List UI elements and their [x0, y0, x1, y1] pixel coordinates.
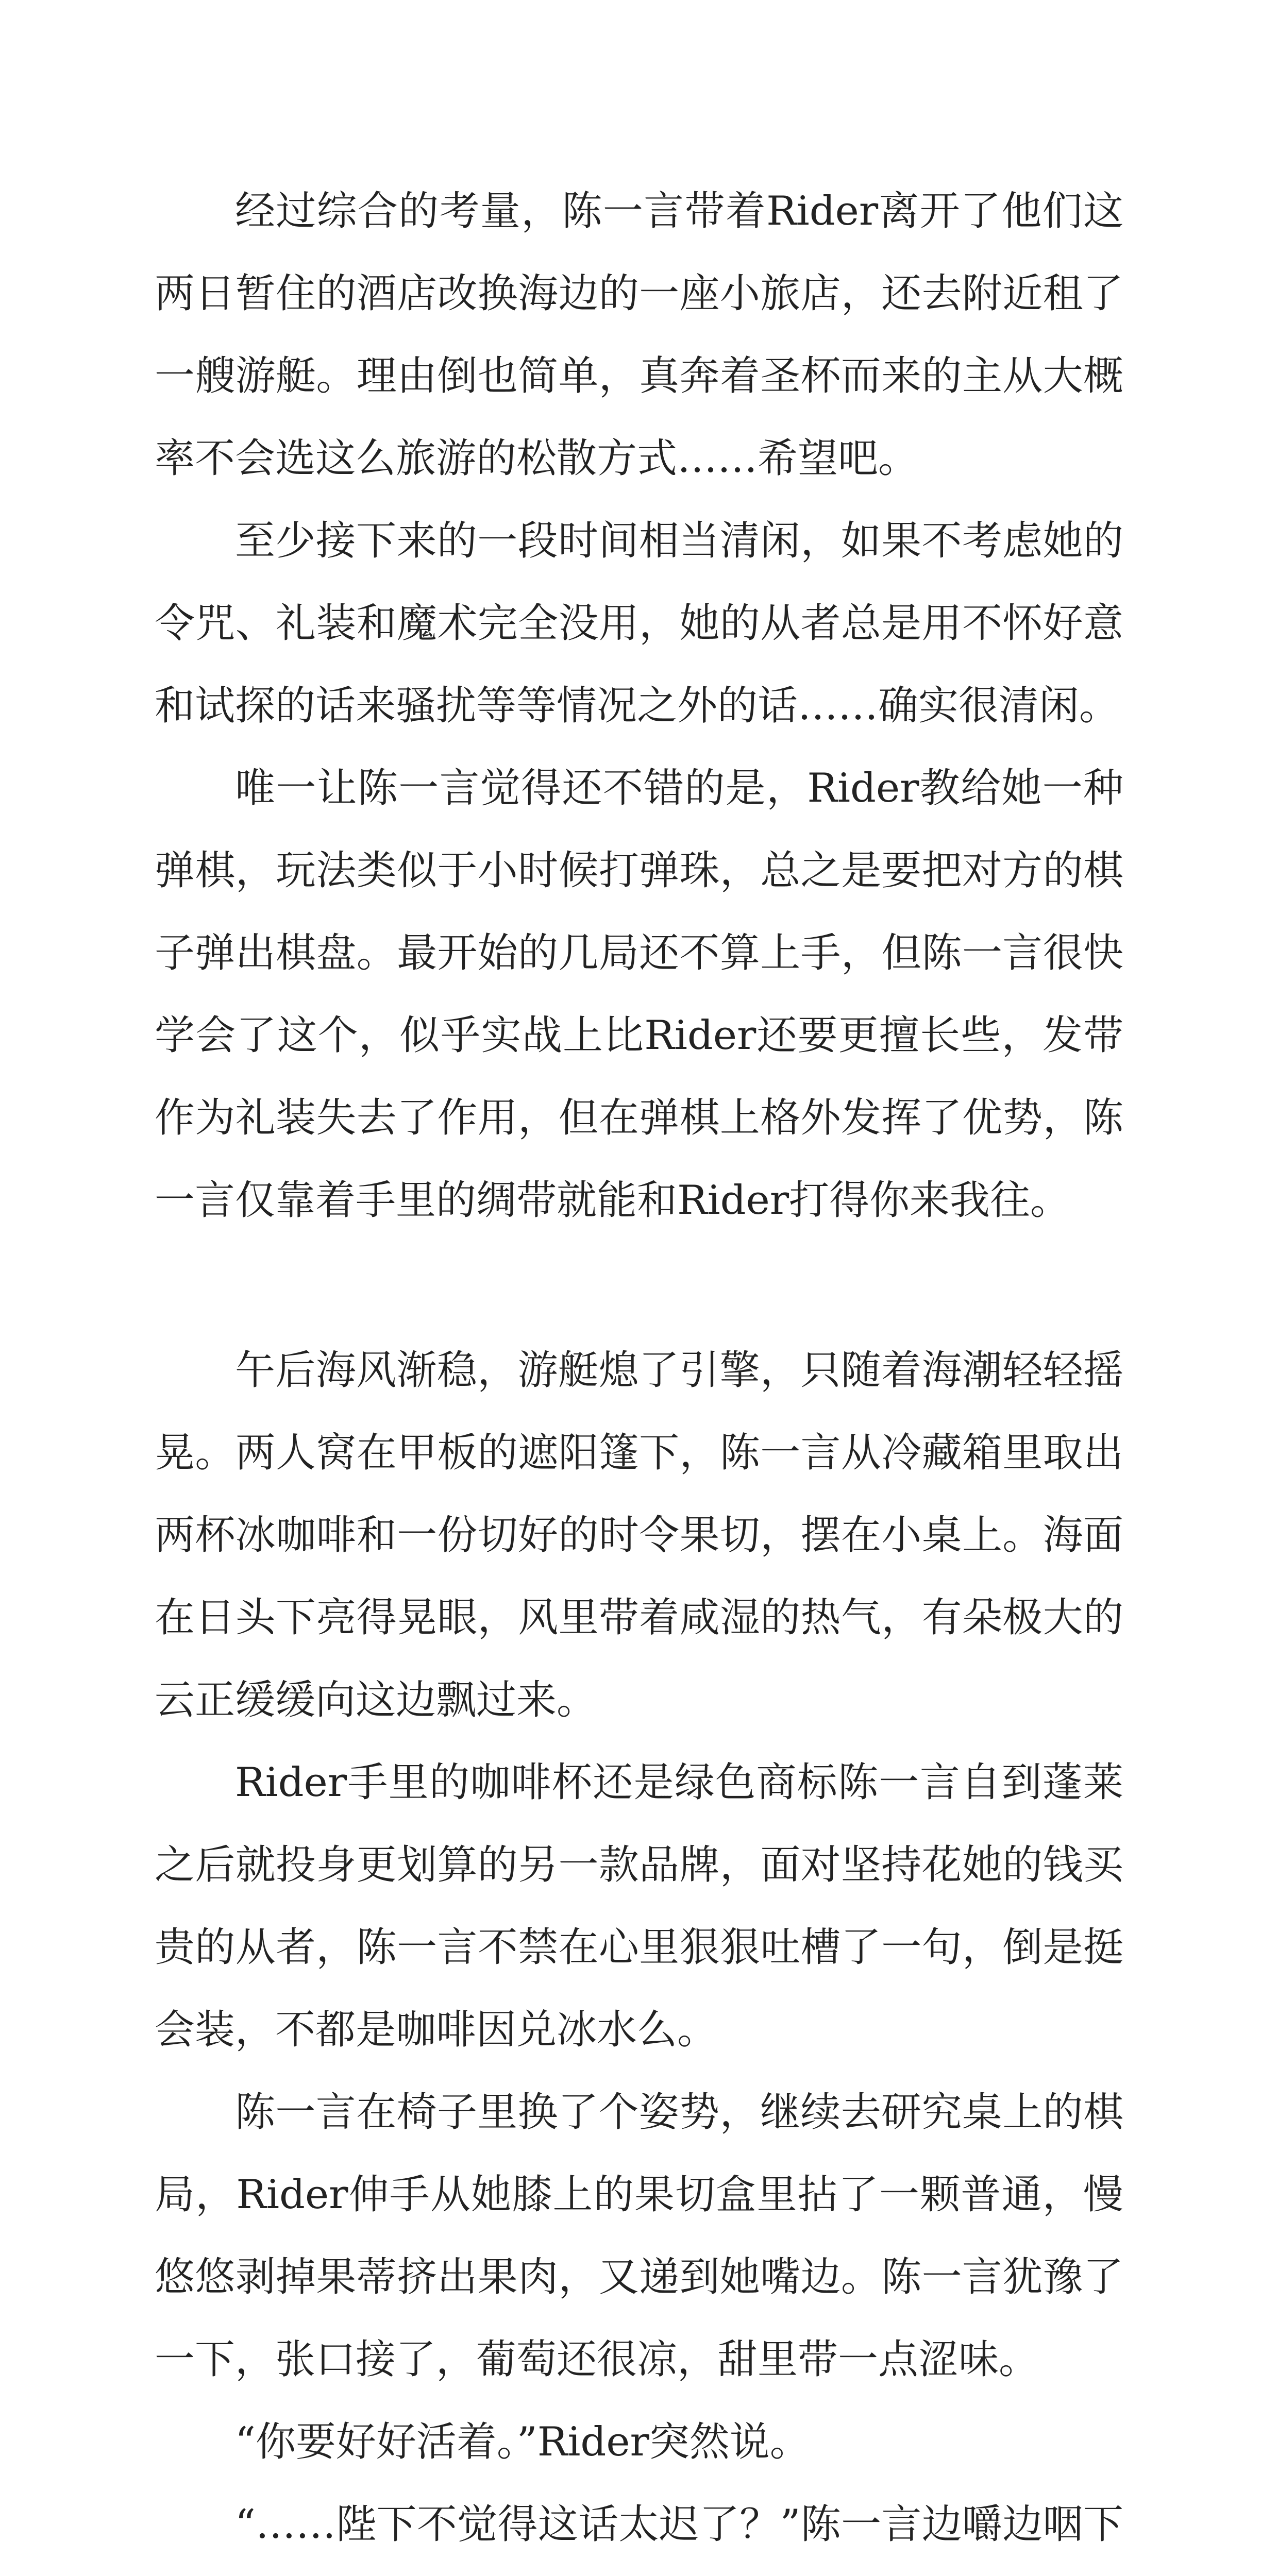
paragraph: 至少接下来的一段时间相当清闲，如果不考虑她的令咒、礼装和魔术完全没用，她的从者总是用不怀好意和试探的话来骚扰等等情况之外的话……确实很清闲。 [155, 518, 1123, 729]
paragraph: “你要好好活着。”Rider突然说。 [235, 2419, 810, 2465]
section-two [155, 1329, 1123, 2576]
paragraph: 午后海风渐稳，游艇熄了引擎，只随着海潮轻轻摇晃。两人窝在甲板的遮阳篷下，陈一言从冷藏箱里取出两杯冰咖啡和一份切好的时令果切，摆在小桌上。海面在日头下亮得晃眼，风里带着咸湿的热气，有朵极大的云正缓缓向这边飘过来。 [155, 1347, 1123, 1723]
paragraph: 陈一言在椅子里换了个姿势，继续去研究桌上的棋局，Rider伸手从她膝上的果切盒里拈了一颗普通，慢悠悠剥掉果蒂挤出果肉，又递到她嘴边。陈一言犹豫了一下，张口接了，葡萄还很凉，甜里带一点涩味。 [155, 2089, 1123, 2383]
section-one [155, 170, 1123, 1242]
paragraph: 唯一让陈一言觉得还不错的是，Rider教给她一种弹棋，玩法类似于小时候打弹珠，总之是要把对方的棋子弹出棋盘。最开始的几局还不算上手，但陈一言很快学会了这个，似乎实战上比Rider还要更擅长些，发带作为礼装失去了作用，但在弹棋上格外发挥了优势，陈一言仅靠着手里的绸带就能和Rider打得你来我往。 [155, 765, 1123, 1224]
paragraph: “……陛下不觉得这话太迟了？”陈一言边嚼边咽下 [235, 2501, 1123, 2548]
section-break [155, 1242, 1123, 1329]
paragraph: Rider手里的咖啡杯还是绿色商标陈一言自到蓬莱之后就投身更划算的另一款品牌，面对坚持花她的钱买贵的从者，陈一言不禁在心里狠狠吐槽了一句，倒是挺会装，不都是咖啡因兑冰水么。 [155, 1759, 1123, 2053]
story-text [155, 170, 1123, 2576]
paragraph: 经过综合的考量，陈一言带着Rider离开了他们这两日暂住的酒店改换海边的一座小旅店，还去附近租了一艘游艇。理由倒也简单，真奔着圣杯而来的主从大概率不会选这么旅游的松散方式……希望吧。 [155, 188, 1123, 482]
